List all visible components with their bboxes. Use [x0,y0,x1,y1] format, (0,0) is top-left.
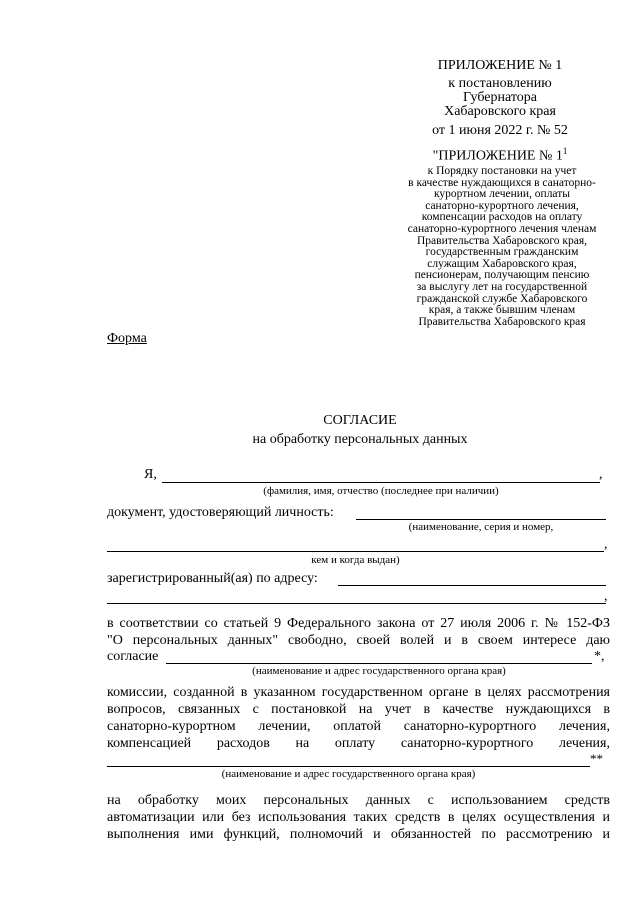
id-doc-comma: , [604,537,608,552]
paragraph-3 [107,792,610,843]
order-lines-line: гражданской службе Хабаровского [416,292,588,305]
doc-subtitle: на обработку персональных данных [252,432,468,447]
id-doc-fill-line-2 [107,551,604,552]
order-lines-line: служащим Хабаровского края, [427,257,577,270]
header-resolution-line: к постановлению [448,76,552,91]
fio-caption: (фамилия, имя, отчество (последнее при наличии) [263,485,499,497]
order-lines-line: пенсионерам, получающим пенсию [414,269,590,282]
issued-caption: кем и когда выдан) [311,554,400,566]
asterisk-2: ** [590,751,603,766]
address-comma: , [604,589,608,604]
fio-fill-line [162,482,600,483]
id-doc-label: документ, удостоверяющий личность: [107,505,334,520]
appendix2-superscript: 1 [562,146,568,156]
order-lines-line: государственным гражданским [425,246,579,259]
order-lines-line: к Порядку постановки на учет [427,165,577,177]
order-lines-line: Правительства Хабаровского края, [417,234,587,247]
appendix-title: ПРИЛОЖЕНИЕ № 1 [437,58,563,73]
id-doc-caption: (наименование, серия и номер, [408,521,554,533]
appendix2-title-text: "ПРИЛОЖЕНИЕ № 1 [432,148,563,164]
i-label: Я, [144,467,157,482]
order-lines-line: компенсации расходов на оплату [421,211,583,224]
address-fill-line-2 [107,603,606,604]
order-reference [392,166,612,328]
para2-line: комиссии, созданной в указанном государственном органе в целях рассмотрения [107,685,610,700]
order-lines-line: за выслугу лет на государственной [416,280,588,293]
header-date-number: от 1 июня 2022 г. № 52 [432,123,568,138]
doc-title: СОГЛАСИЕ [323,413,397,428]
order-lines-line: санаторно-курортного лечения членам [407,222,597,235]
organ-fill-line-2 [107,766,590,767]
order-lines-line: в качестве нуждающихся в санаторно- [408,176,596,189]
registered-label: зарегистрированный(ая) по адресу: [107,571,318,586]
address-fill-line [338,585,606,586]
order-lines-line: курортном лечении, оплаты [434,188,570,201]
form-label: Форма [107,331,147,346]
order-lines-line: Правительства Хабаровского края [418,315,586,328]
para2-line: санаторно-курортном лечении, оплатой санаторно-курортного лечения, [107,719,610,734]
header-governor-line: Губернатора [462,90,538,105]
consent-word: согласие [107,649,159,664]
id-doc-fill-line [356,519,606,520]
header-resolution [400,77,600,119]
order-lines-line: санаторно-курортного лечения, [425,199,579,212]
paragraph-1 [107,615,610,649]
organ-caption-2: (наименование и адрес государственного органа края) [221,768,476,780]
para1-line: в соответствии со статьей 9 Федерального закона от 27 июля 2006 г. № 152-ФЗ [107,616,610,631]
appendix2-title [400,146,600,165]
header-region-line: Хабаровского края [444,104,556,119]
para2-line: вопросов, связанных с постановкой на учет в качестве нуждающихся в [107,702,610,717]
paragraph-2 [107,684,610,752]
para2-line: компенсацией расходов на оплату санаторно-курортного лечения, [107,736,610,751]
para3-line: автоматизации или без использования таких средств в целях осуществления и [107,810,610,825]
organ-fill-line-1 [166,663,592,664]
para1-line: "О персональных данных" свободно, своей волей и в своем интересе даю [107,633,610,648]
asterisk-1: *, [594,649,605,664]
order-lines-line: края, а также бывшим членам [428,304,576,317]
para3-line: на обработку моих персональных данных с использованием средств [107,793,610,808]
para3-line: выполнения ими функций, полномочий и обязанностей по рассмотрению и [107,827,610,842]
fio-comma: , [599,467,603,482]
organ-caption-1: (наименование и адрес государственного органа края) [252,665,506,677]
